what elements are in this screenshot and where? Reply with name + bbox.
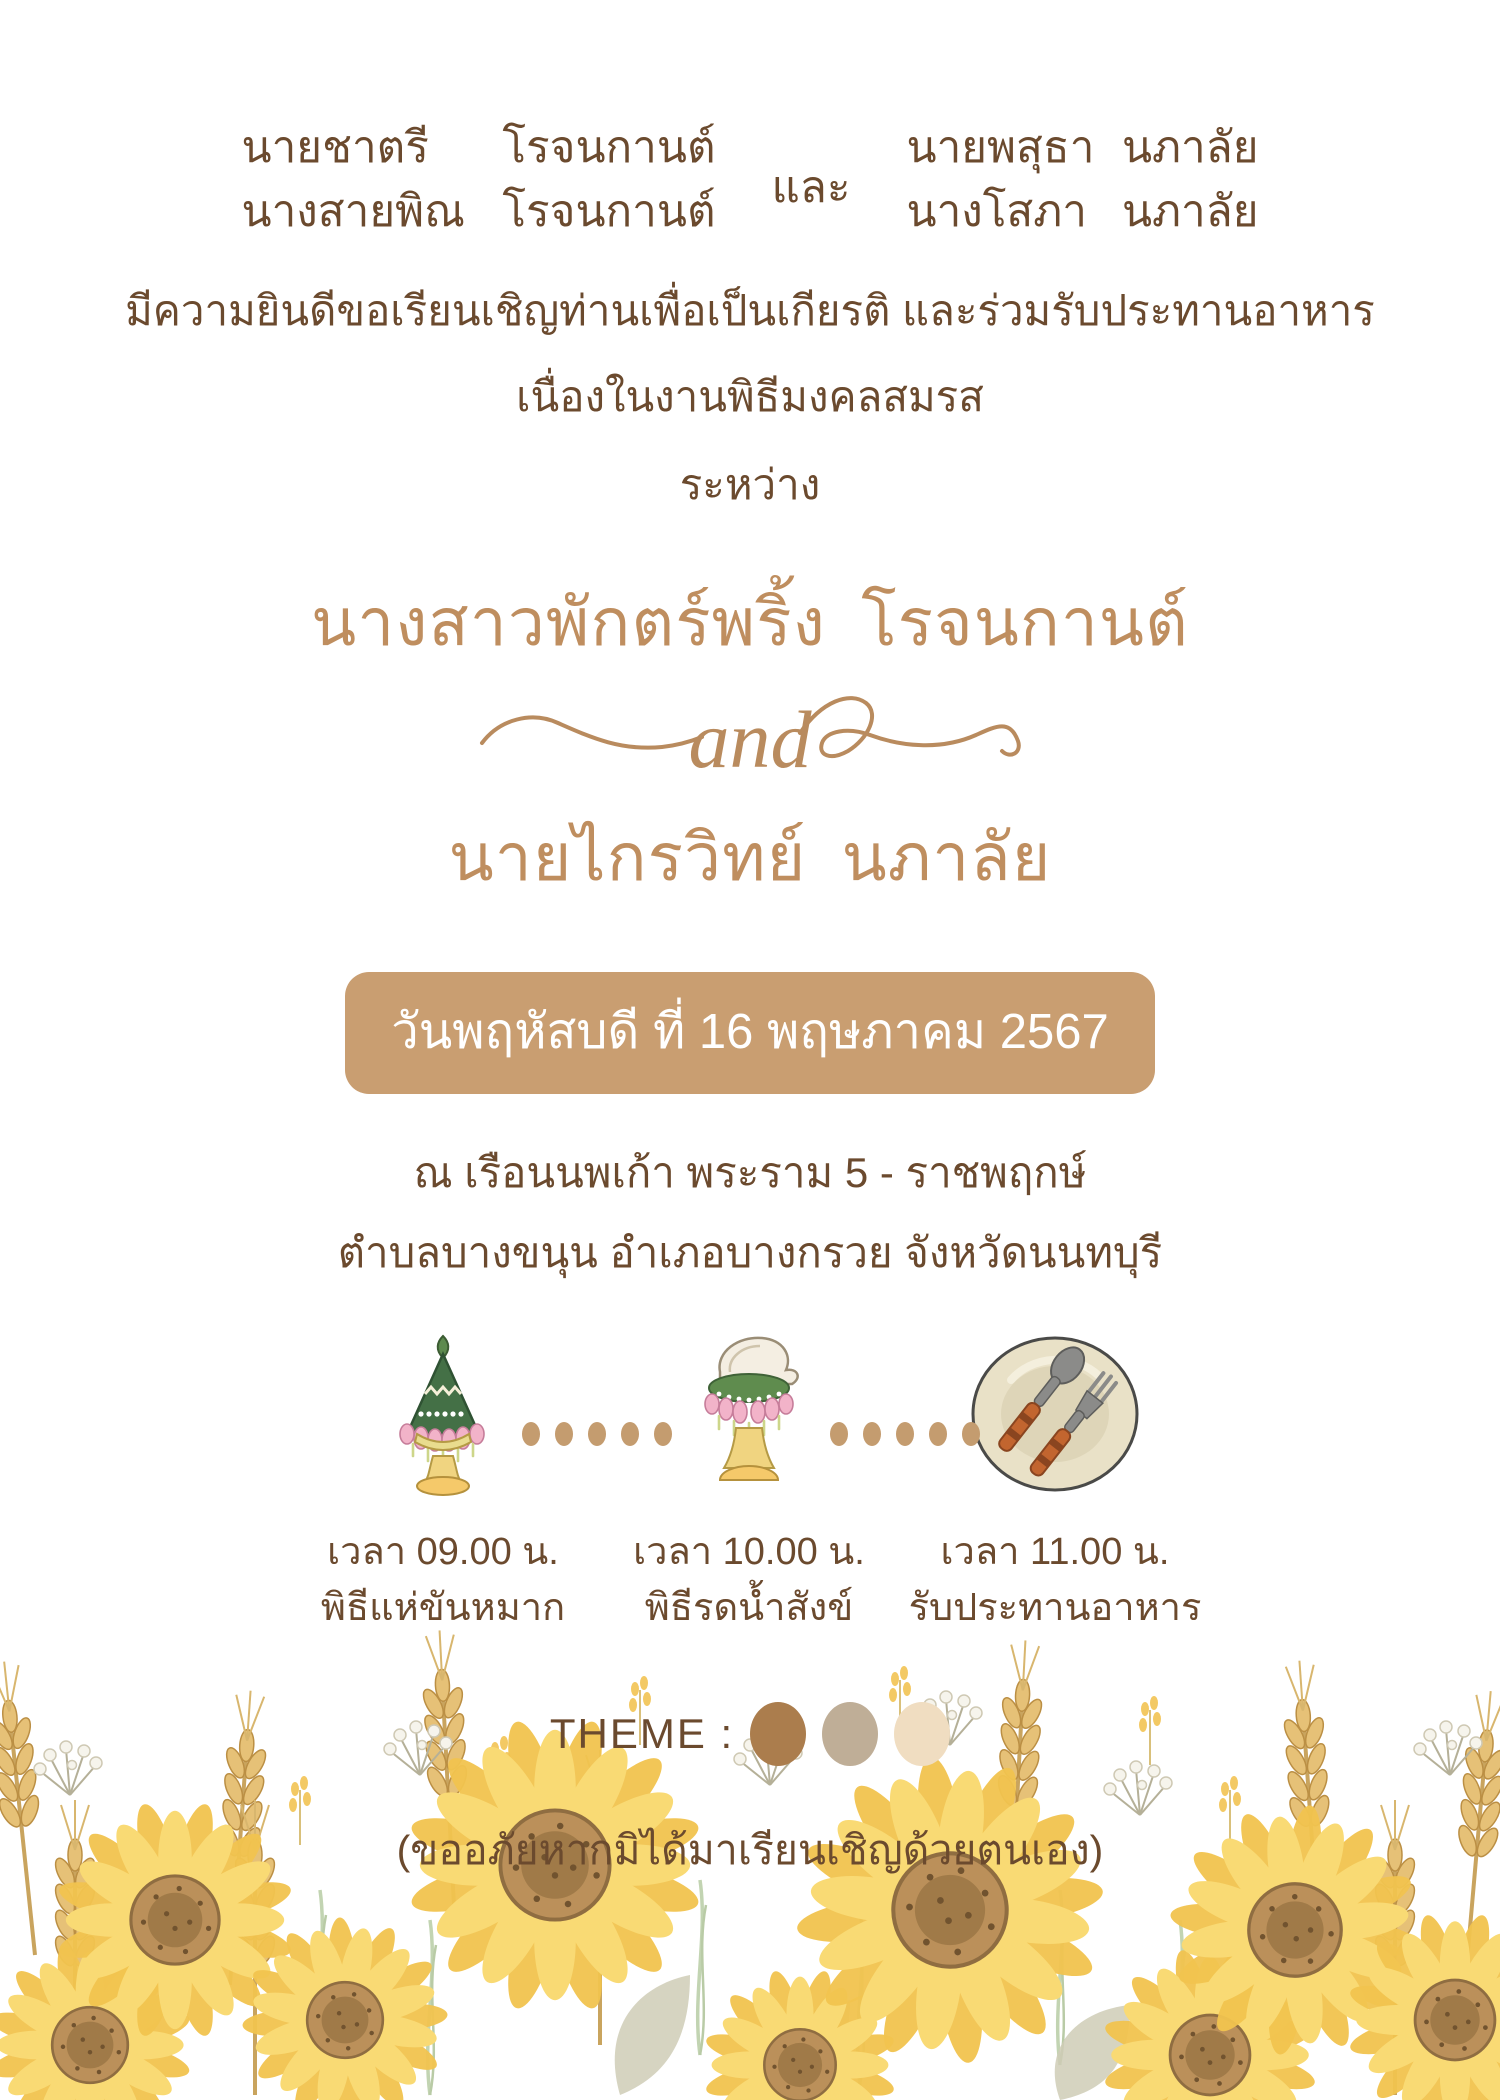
venue-line1: ณ เรือนนพเก้า พระราม 5 - ราชพฤกษ์ xyxy=(413,1149,1087,1196)
apology-note: (ขออภัยหากมิได้มาเรียนเชิญด้วยตนเอง) xyxy=(396,1827,1104,1873)
and-script-word: and xyxy=(688,694,812,785)
host-name: นายชาตรี xyxy=(241,123,429,172)
timeline-dots xyxy=(522,1422,672,1446)
host-name: นางโสภา xyxy=(906,187,1087,236)
theme-section xyxy=(0,1702,1500,1766)
event-time: เวลา 11.00 น. xyxy=(940,1531,1170,1573)
theme-color-swatch xyxy=(894,1702,950,1766)
date-banner: วันพฤหัสบดี ที่ 16 พฤษภาคม 2567 xyxy=(345,972,1155,1094)
schedule-timeline xyxy=(290,1326,1210,1636)
and-script-icon xyxy=(470,681,1030,803)
groom-parents-names xyxy=(242,116,716,244)
khan-maak-icon xyxy=(387,1330,499,1502)
schedule-event xyxy=(321,1524,565,1636)
event-title: พิธีรดน้ำสังข์ xyxy=(644,1587,854,1629)
invitation-text-line2: เนื่องในงานพิธีมงคลสมรส xyxy=(516,373,984,420)
host-name: นายพสุธา xyxy=(906,123,1095,172)
host-name: นางสายพิณ xyxy=(241,187,465,236)
bride-name: นางสาวพักตร์พริ้ง โรจนกานต์ xyxy=(311,585,1189,659)
event-time: เวลา 10.00 น. xyxy=(633,1531,865,1573)
theme-label: THEME : xyxy=(549,1710,735,1757)
bride-parents-names xyxy=(906,116,1258,244)
event-time: เวลา 09.00 น. xyxy=(327,1531,559,1573)
theme-color-swatch xyxy=(822,1702,878,1766)
host-surname: โรจนกานต์ xyxy=(502,187,716,236)
and-flourish xyxy=(0,681,1500,803)
venue-line2: ตำบลบางขนุน อำเภอบางกรวย จังหวัดนนทบุรี xyxy=(337,1229,1163,1276)
conch-shell-icon xyxy=(686,1328,812,1504)
hosts-section xyxy=(0,0,1500,244)
host-surname: นภาลัย xyxy=(1121,187,1259,236)
invitation-text-line1: มีความยินดีขอเรียนเชิญท่านเพื่อเป็นเกียรติ และร่วมรับประทานอาหาร xyxy=(125,287,1375,334)
event-title: พิธีแห่ขันหมาก xyxy=(320,1587,566,1629)
schedule-event xyxy=(633,1524,865,1636)
hosts-connector-word: และ xyxy=(771,163,851,212)
theme-color-swatch xyxy=(750,1702,806,1766)
host-surname: โรจนกานต์ xyxy=(502,123,716,172)
host-surname: นภาลัย xyxy=(1121,123,1259,172)
event-title: รับประทานอาหาร xyxy=(908,1587,1202,1629)
timeline-dots xyxy=(830,1422,980,1446)
between-word: ระหว่าง xyxy=(679,461,821,508)
dinner-plate-icon xyxy=(965,1332,1145,1500)
schedule-event xyxy=(909,1524,1202,1636)
groom-name: นายไกรวิทย์ นภาลัย xyxy=(448,820,1052,894)
